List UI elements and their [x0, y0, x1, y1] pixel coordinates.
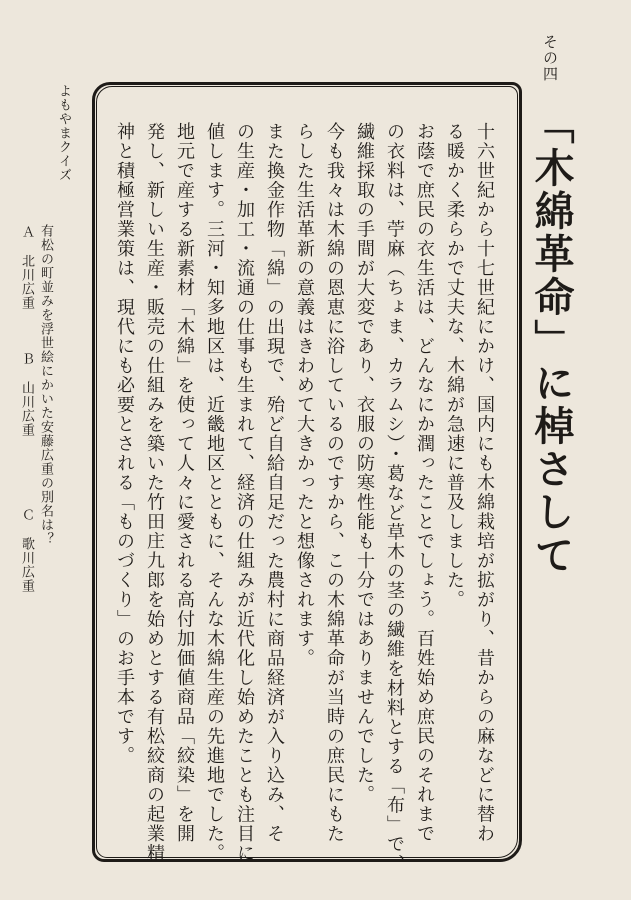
quiz-question: 有松の町並みを浮世絵にかいた安藤広重の別名は？ — [38, 224, 53, 546]
series-label: その四 — [541, 34, 559, 82]
article-line: 値します。三河・知多地区は、近畿地区とともに、そんな木綿生産の先進地でした。 — [204, 122, 225, 863]
article-line: 神と積極営業策は、現代にも必要とされる「ものづくり」のお手本です。 — [114, 122, 135, 766]
article-line: る暖かく柔らかで丈夫な、木綿が急速に普及しました。 — [444, 122, 465, 610]
article-line: 十六世紀から十七世紀にかけ、国内にも木綿栽培が拡がり、昔からの麻などに替わ — [474, 122, 495, 844]
quiz-option-a-text: 北川広重 — [19, 254, 34, 310]
article-line: の衣料は、苧麻（ちょま、カラムシ）・葛など草木の茎の繊維を材料とする「布」で、 — [384, 122, 405, 874]
article-line: また換金作物「綿」の出現で、殆ど自給自足だった農村に商品経済が入り込み、そ — [264, 122, 285, 844]
article-line: 発し、新しい生産・販売の仕組みを築いた竹田庄九郎を始めとする有松絞商の起業精 — [144, 122, 165, 863]
article-line: 今も我々は木綿の恩恵に浴しているのですから、この木綿革命が当時の庶民にもた — [324, 122, 345, 844]
quiz-option-c-text: 歌川広重 — [19, 537, 34, 593]
article-line: らした生活革新の意義はきわめて大きかったと想像されます。 — [294, 122, 315, 668]
article-line: お蔭で庶民の衣生活は、どんなにか潤ったことでしょう。百姓始め庶民のそれまで — [414, 122, 435, 844]
quiz-option-c-letter: Ｃ — [19, 508, 34, 522]
page-title: 「木綿革命」に棹さして — [528, 104, 575, 577]
quiz-option-b-text: 山川広重 — [19, 381, 34, 437]
quiz-heading: よもやまクイズ — [56, 84, 71, 182]
quiz-option-b-letter: Ｂ — [19, 352, 34, 366]
article-line: 繊維採取の手間が大変であり、衣服の防寒性能も十分ではありませんでした。 — [354, 122, 375, 805]
article-line: 地元で産する新素材「木綿」を使って人々に愛される高付加価値商品「絞染」を開 — [174, 122, 195, 844]
quiz-option-a-letter: Ａ — [19, 225, 34, 239]
article-line: の生産・加工・流通の仕事も生まれて、経済の仕組みが近代化し始めたことも注目に — [234, 122, 255, 863]
